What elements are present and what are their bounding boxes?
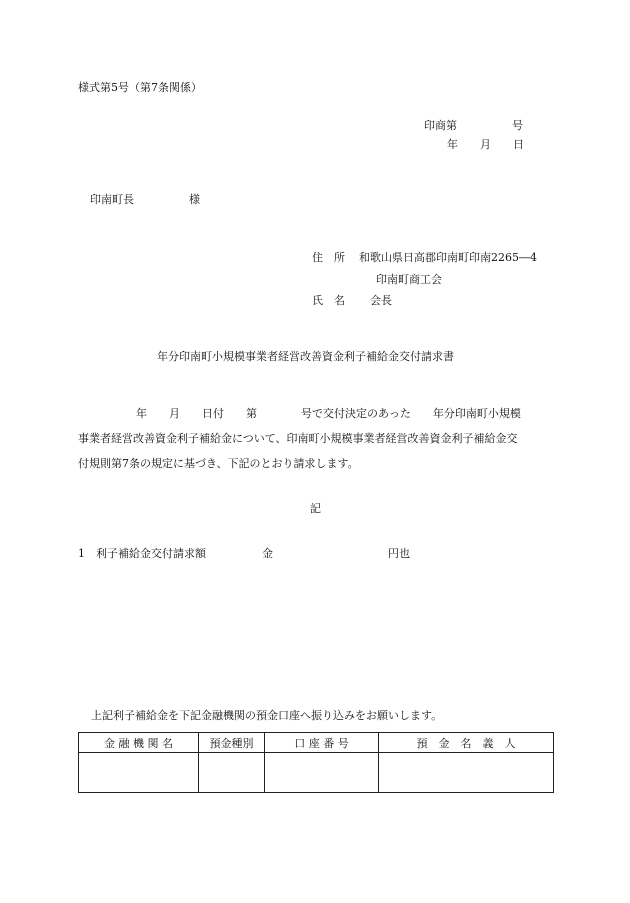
sender-name: 会長: [370, 294, 392, 307]
bank-account-table: [78, 732, 554, 793]
body-line-3: 付規則第7条の規定に基づき、下記のとおり請求します。: [78, 457, 359, 470]
document-title: 年分印南町小規模事業者経営改善資金利子補給金交付請求書: [157, 350, 454, 363]
sender-org-name: 印南町商工会: [376, 273, 442, 286]
cell-account-number: [265, 753, 379, 793]
document-number: 印商第 号: [424, 119, 523, 132]
ki-heading: 記: [310, 502, 321, 515]
cell-deposit-type: [199, 753, 265, 793]
item1-yen: 円也: [388, 547, 410, 560]
header-deposit-type: 預金種別: [199, 733, 265, 753]
form-label: 様式第5号（第7条関係）: [78, 81, 202, 94]
date-line: 年 月 日: [447, 138, 524, 151]
bank-table-row: [79, 753, 554, 793]
body-line-2: 事業者経営改善資金利子補給金について、印南町小規模事業者経営改善資金利子補給金交: [78, 432, 518, 445]
cell-account-holder: [379, 753, 554, 793]
item1-kin: 金: [262, 547, 273, 560]
item1-label: 利子補給金交付請求額: [96, 547, 206, 560]
addressee: 印南町長 様: [90, 193, 200, 206]
cell-bank-name: [79, 753, 199, 793]
header-account-number: 口 座 番 号: [265, 733, 379, 753]
item1-number: 1: [78, 547, 85, 560]
body-line-1: 年 月 日付 第 号で交付決定のあった 年分印南町小規模: [136, 407, 521, 420]
header-bank-name: 金 融 機 関 名: [79, 733, 199, 753]
bank-table-header-row: [79, 733, 554, 753]
transfer-note: 上記利子補給金を下記金融機関の預金口座へ振り込みをお願いします。: [91, 709, 443, 722]
sender-address: 和歌山県日高郡印南町印南2265―4: [359, 251, 537, 264]
sender-name-label: 氏 名: [312, 294, 345, 307]
header-account-holder: 預 金 名 義 人: [379, 733, 554, 753]
sender-address-label: 住 所: [312, 251, 345, 264]
